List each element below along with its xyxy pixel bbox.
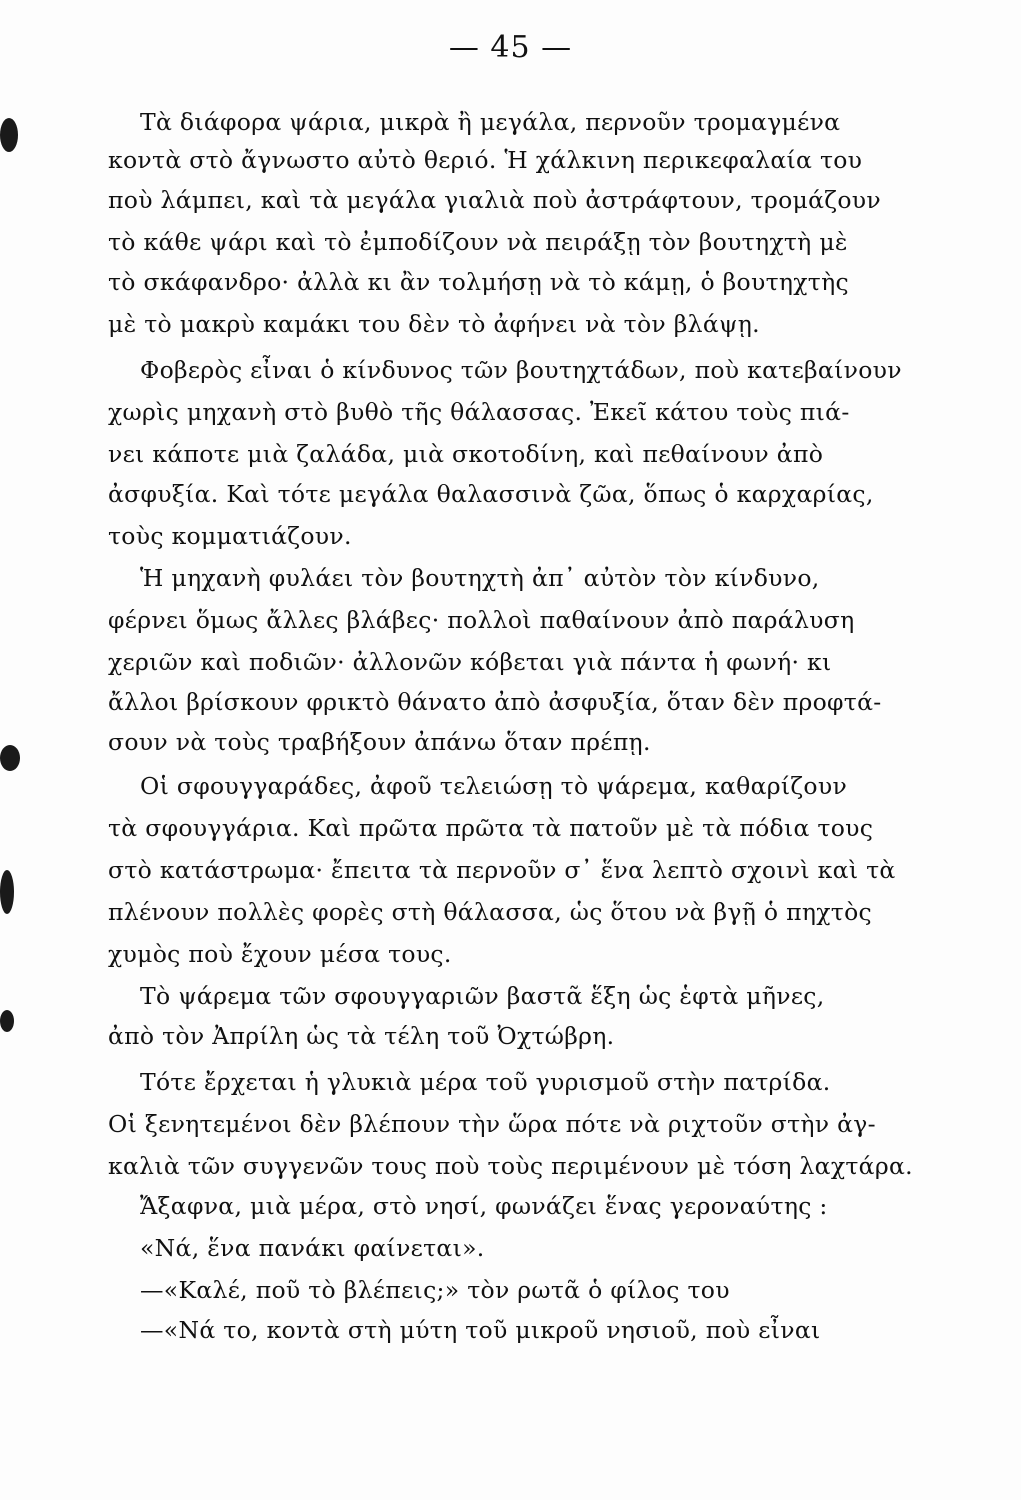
ink-stain — [0, 745, 20, 771]
text-line: —«Καλέ, ποῦ τὸ βλέπεις;» τὸν ρωτᾶ ὁ φίλος του — [140, 1276, 730, 1304]
text-line: Τὸ ψάρεμα τῶν σφουγγαριῶν βαστᾶ ἕξη ὡς ἑφτὰ μῆνες, — [140, 982, 825, 1010]
text-line: χυμὸς ποὺ ἔχουν μέσα τους. — [108, 940, 452, 968]
text-line: πλένουν πολλὲς φορὲς στὴ θάλασσα, ὡς ὅτου νὰ βγῇ ὁ πηχτὸς — [108, 898, 872, 926]
text-line: Οἱ ξενητεμένοι δὲν βλέπουν τὴν ὥρα πότε νὰ ριχτοῦν στὴν ἀγ- — [108, 1110, 876, 1138]
text-line: Τότε ἔρχεται ἡ γλυκιὰ μέρα τοῦ γυρισμοῦ στὴν πατρίδα. — [140, 1068, 831, 1096]
text-line: στὸ κατάστρωμα· ἔπειτα τὰ περνοῦν σ᾽ ἕνα λεπτὸ σχοινὶ καὶ τὰ — [108, 856, 896, 884]
text-line: ἀπὸ τὸν Ἀπρίλη ὡς τὰ τέλη τοῦ Ὀχτώβρη. — [108, 1022, 615, 1050]
text-line: Τὰ διάφορα ψάρια, μικρὰ ἢ μεγάλα, περνοῦν τρομαγμένα — [140, 108, 841, 136]
text-line: ποὺ λάμπει, καὶ τὰ μεγάλα γιαλιὰ ποὺ ἀστράφτουν, τρομάζουν — [108, 186, 881, 214]
text-line: τὰ σφουγγάρια. Καὶ πρῶτα πρῶτα τὰ πατοῦν μὲ τὰ πόδια τους — [108, 814, 874, 842]
text-line: Ἄξαφνα, μιὰ μέρα, στὸ νησί, φωνάζει ἕνας γεροναύτης : — [140, 1192, 828, 1220]
text-line: μὲ τὸ μακρὺ καμάκι του δὲν τὸ ἀφήνει νὰ τὸν βλάψῃ. — [108, 310, 760, 338]
text-line: ἀσφυξία. Καὶ τότε μεγάλα θαλασσινὰ ζῶα, ὅπως ὁ καρχαρίας, — [108, 480, 874, 508]
text-line: τὸ κάθε ψάρι καὶ τὸ ἐμποδίζουν νὰ πειράξῃ τὸν βουτηχτὴ μὲ — [108, 228, 848, 256]
text-line: χεριῶν καὶ ποδιῶν· ἀλλονῶν κόβεται γιὰ πάντα ἡ φωνή· κι — [108, 648, 832, 676]
ink-stain — [0, 1010, 14, 1032]
text-line: Φοβερὸς εἶναι ὁ κίνδυνος τῶν βουτηχτάδων, ποὺ κατεβαίνουν — [140, 356, 902, 384]
text-line: Οἱ σφουγγαράδες, ἀφοῦ τελειώσῃ τὸ ψάρεμα, καθαρίζουν — [140, 772, 848, 800]
text-line: ἄλλοι βρίσκουν φρικτὸ θάνατο ἀπὸ ἀσφυξία, ὅταν δὲν προφτά- — [108, 688, 882, 716]
text-line: φέρνει ὅμως ἄλλες βλάβες· πολλοὶ παθαίνουν ἀπὸ παράλυση — [108, 606, 855, 634]
page-number: — 45 — — [448, 30, 573, 65]
text-line: χωρὶς μηχανὴ στὸ βυθὸ τῆς θάλασσας. Ἐκεῖ κάτου τοὺς πιά- — [108, 398, 850, 426]
text-line: νει κάποτε μιὰ ζαλάδα, μιὰ σκοτοδίνη, καὶ πεθαίνουν ἀπὸ — [108, 440, 824, 468]
text-line: σουν νὰ τοὺς τραβήξουν ἀπάνω ὅταν πρέπῃ. — [108, 728, 651, 756]
text-line: —«Νά το, κοντὰ στὴ μύτη τοῦ μικροῦ νησιοῦ, ποὺ εἶναι — [140, 1316, 821, 1344]
ink-stain — [0, 118, 18, 152]
text-line: κοντὰ στὸ ἄγνωστο αὐτὸ θεριό. Ἡ χάλκινη περικεφαλαία του — [108, 146, 863, 174]
text-line: καλιὰ τῶν συγγενῶν τους ποὺ τοὺς περιμένουν μὲ τόση λαχτάρα. — [108, 1152, 913, 1180]
text-line: τὸ σκάφανδρο· ἀλλὰ κι ἂν τολμήσῃ νὰ τὸ κάμῃ, ὁ βουτηχτὴς — [108, 268, 849, 296]
ink-stain — [0, 870, 14, 914]
text-line: τοὺς κομματιάζουν. — [108, 522, 352, 550]
text-line: Ἡ μηχανὴ φυλάει τὸν βουτηχτὴ ἀπ᾽ αὐτὸν τὸν κίνδυνο, — [140, 564, 820, 592]
text-line: «Νά, ἕνα πανάκι φαίνεται». — [140, 1234, 485, 1262]
